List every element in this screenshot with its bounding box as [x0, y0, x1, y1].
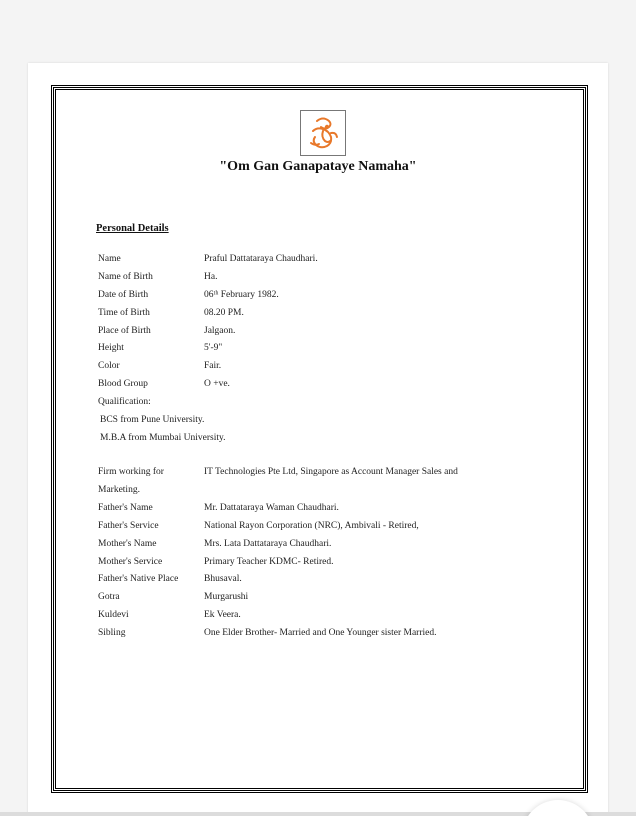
detail-label: Place of Birth	[98, 326, 151, 336]
detail-value: O +ve.	[204, 379, 230, 389]
detail-value: 08.20 PM.	[204, 308, 244, 318]
detail-label: Mother's Service	[98, 557, 163, 567]
page-title: "Om Gan Ganapataye Namaha"	[219, 159, 417, 174]
detail-value: Murgarushi	[204, 592, 249, 602]
detail-value: Mrs. Lata Dattataraya Chaudhari.	[204, 539, 332, 549]
detail-value: 5'-9"	[204, 343, 223, 353]
qualification-item: M.B.A from Mumbai University.	[100, 433, 226, 443]
detail-value: Jalgaon.	[204, 326, 236, 336]
detail-label: Time of Birth	[98, 308, 150, 318]
detail-label: Height	[98, 343, 124, 353]
detail-label: Firm working for	[98, 467, 164, 477]
detail-label: Sibling	[98, 628, 126, 638]
detail-value-continued: Marketing.	[98, 485, 140, 495]
ganesha-logo-icon	[300, 110, 346, 156]
detail-value: Bhusaval.	[204, 574, 242, 584]
qualification-item: BCS from Pune University.	[100, 415, 205, 425]
detail-label: Date of Birth	[98, 290, 149, 300]
detail-value: One Elder Brother- Married and One Younger sister Married.	[204, 628, 437, 638]
qualification-label: Qualification:	[98, 397, 151, 407]
detail-label: Father's Native Place	[98, 574, 179, 584]
detail-label: Name	[98, 254, 121, 264]
detail-value: Primary Teacher KDMC- Retired.	[204, 557, 334, 567]
detail-value: IT Technologies Pte Ltd, Singapore as Account Manager Sales and	[204, 467, 458, 477]
document-page	[28, 63, 608, 816]
detail-value: Ek Veera.	[204, 610, 241, 620]
detail-value: Fair.	[204, 361, 222, 371]
detail-value: Ha.	[204, 272, 218, 282]
section-heading: Personal Details	[96, 223, 169, 234]
detail-label: Blood Group	[98, 379, 148, 389]
detail-value: Mr. Dattataraya Waman Chaudhari.	[204, 503, 339, 513]
detail-label: Mother's Name	[98, 539, 157, 549]
detail-label: Father's Name	[98, 503, 153, 513]
detail-value: Praful Dattataraya Chaudhari.	[204, 254, 318, 264]
detail-label: Name of Birth	[98, 272, 153, 282]
detail-label: Father's Service	[98, 521, 159, 531]
detail-label: Gotra	[98, 592, 120, 602]
detail-label: Kuldevi	[98, 610, 129, 620]
detail-value: National Rayon Corporation (NRC), Ambivali - Retired,	[204, 521, 419, 531]
detail-label: Color	[98, 361, 120, 371]
detail-value: 06ᵗʰ February 1982.	[204, 290, 279, 300]
